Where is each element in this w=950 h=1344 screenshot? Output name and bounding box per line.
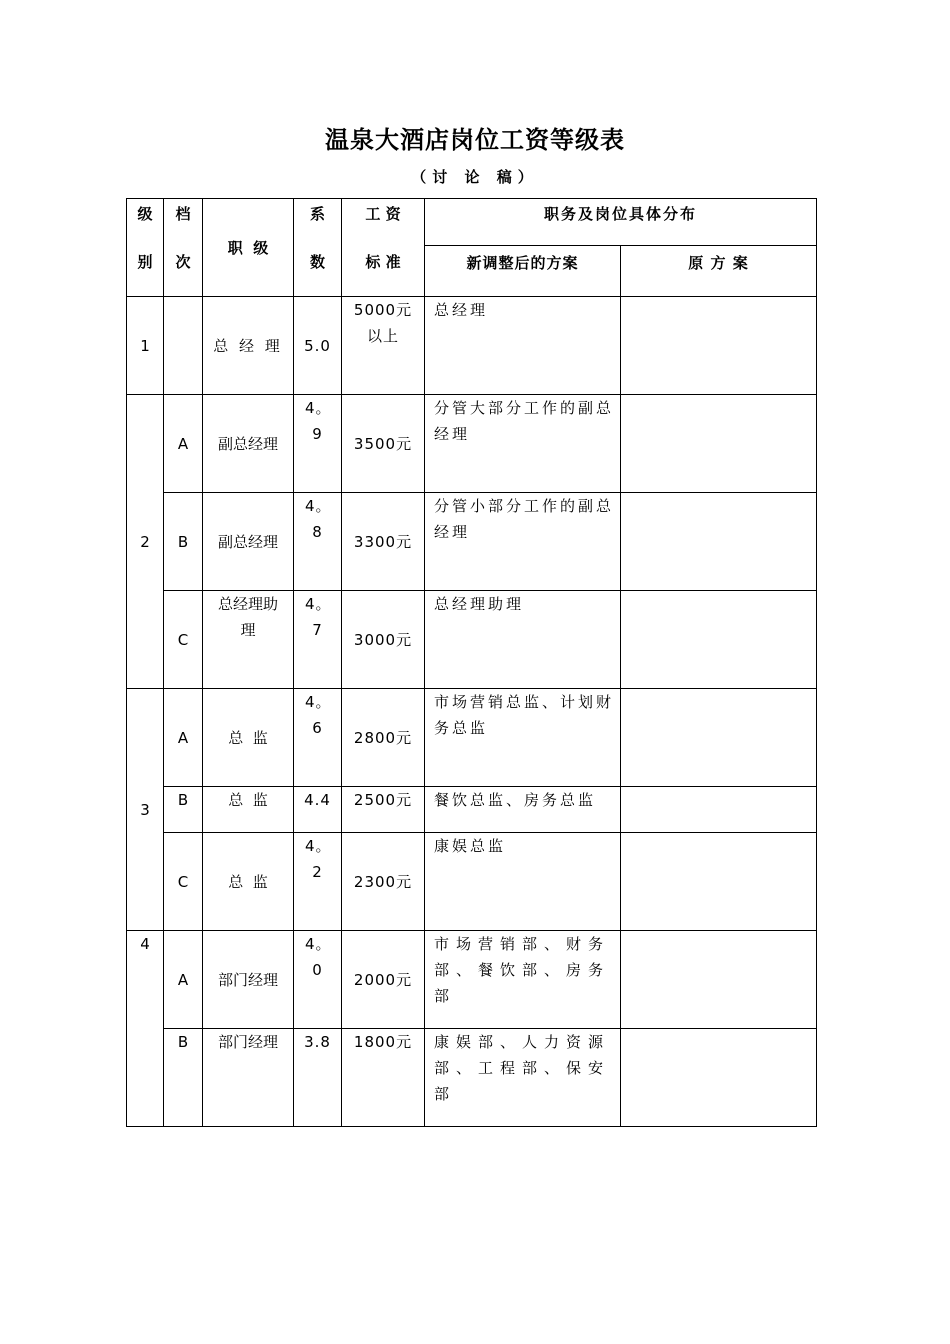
cell-grade: A (164, 689, 203, 787)
cell-level: 2 (127, 395, 164, 689)
cell-old-plan (621, 297, 817, 395)
cell-position: 副总经理 (203, 395, 294, 493)
cell-position: 部门经理 (203, 1029, 294, 1127)
cell-grade: A (164, 931, 203, 1029)
cell-grade: C (164, 833, 203, 931)
cell-wage: 2300元 (342, 833, 425, 931)
table-row (127, 1029, 817, 1127)
cell-wage: 2500元 (342, 787, 425, 833)
cell-old-plan (621, 787, 817, 833)
cell-position: 副总经理 (203, 493, 294, 591)
header-coef-line1: 系 (309, 205, 325, 223)
cell-old-plan (621, 689, 817, 787)
cell-position: 总经理助理 (203, 591, 294, 689)
cell-new-plan: 市场营销总监、计划财务总监 (425, 689, 621, 787)
cell-coefficient: 4。8 (294, 493, 342, 591)
table-row (127, 297, 817, 395)
header-new-plan: 新调整后的方案 (425, 246, 621, 297)
cell-level: 1 (127, 297, 164, 395)
table-row (127, 591, 817, 689)
cell-grade: B (164, 787, 203, 833)
cell-new-plan: 餐饮总监、房务总监 (425, 787, 621, 833)
cell-wage: 3500元 (342, 395, 425, 493)
cell-old-plan (621, 931, 817, 1029)
cell-wage: 3000元 (342, 591, 425, 689)
header-wage-line1: 工 资 (365, 205, 401, 223)
cell-old-plan (621, 1029, 817, 1127)
header-grade-line1: 档 (175, 205, 191, 223)
table-row (127, 833, 817, 931)
cell-grade (164, 297, 203, 395)
header-level-line1: 级 (137, 205, 153, 223)
cell-coefficient: 3.8 (294, 1029, 342, 1127)
cell-new-plan: 康娱部、人力资源部、工程部、保安部 (425, 1029, 621, 1127)
cell-level: 3 (127, 689, 164, 931)
cell-grade: B (164, 493, 203, 591)
cell-coefficient: 4。2 (294, 833, 342, 931)
cell-position: 总 监 (203, 787, 294, 833)
header-distribution: 职务及岗位具体分布 (425, 199, 817, 246)
header-level (127, 199, 164, 297)
cell-coefficient: 4.4 (294, 787, 342, 833)
cell-wage: 5000元以上 (342, 297, 425, 395)
cell-position: 总 经 理 (203, 297, 294, 395)
header-wage-line2: 标 准 (365, 253, 401, 271)
cell-new-plan: 总经理 (425, 297, 621, 395)
cell-wage: 1800元 (342, 1029, 425, 1127)
cell-new-plan: 康娱总监 (425, 833, 621, 931)
cell-position: 部门经理 (203, 931, 294, 1029)
cell-position: 总 监 (203, 689, 294, 787)
wage-grade-table (126, 198, 817, 1127)
cell-coefficient: 4。0 (294, 931, 342, 1029)
cell-new-plan: 总经理助理 (425, 591, 621, 689)
document-subtitle: （讨 论 稿） (411, 168, 539, 186)
header-level-line2: 别 (137, 253, 153, 271)
cell-wage: 2000元 (342, 931, 425, 1029)
table-row (127, 787, 817, 833)
cell-grade: A (164, 395, 203, 493)
header-row-top (127, 199, 817, 246)
cell-coefficient: 4。6 (294, 689, 342, 787)
header-grade (164, 199, 203, 297)
cell-coefficient: 4。9 (294, 395, 342, 493)
cell-new-plan: 市场营销部、财务部、餐饮部、房务部 (425, 931, 621, 1029)
table-row (127, 931, 817, 1029)
header-position: 职 级 (203, 199, 294, 297)
cell-old-plan (621, 833, 817, 931)
cell-old-plan (621, 493, 817, 591)
document-title: 温泉大酒店岗位工资等级表 (325, 126, 625, 154)
table-row (127, 493, 817, 591)
header-grade-line2: 次 (175, 253, 191, 271)
header-coefficient (294, 199, 342, 297)
cell-wage: 2800元 (342, 689, 425, 787)
table-row (127, 689, 817, 787)
cell-position: 总 监 (203, 833, 294, 931)
header-wage-standard (342, 199, 425, 297)
cell-wage: 3300元 (342, 493, 425, 591)
cell-coefficient: 4。7 (294, 591, 342, 689)
cell-grade: C (164, 591, 203, 689)
table-row (127, 395, 817, 493)
cell-grade: B (164, 1029, 203, 1127)
cell-coefficient: 5.0 (294, 297, 342, 395)
cell-new-plan: 分管大部分工作的副总经理 (425, 395, 621, 493)
cell-old-plan (621, 591, 817, 689)
cell-level: 4 (127, 931, 164, 1127)
header-coef-line2: 数 (309, 253, 325, 271)
cell-old-plan (621, 395, 817, 493)
cell-new-plan: 分管小部分工作的副总经理 (425, 493, 621, 591)
header-old-plan: 原 方 案 (621, 246, 817, 297)
